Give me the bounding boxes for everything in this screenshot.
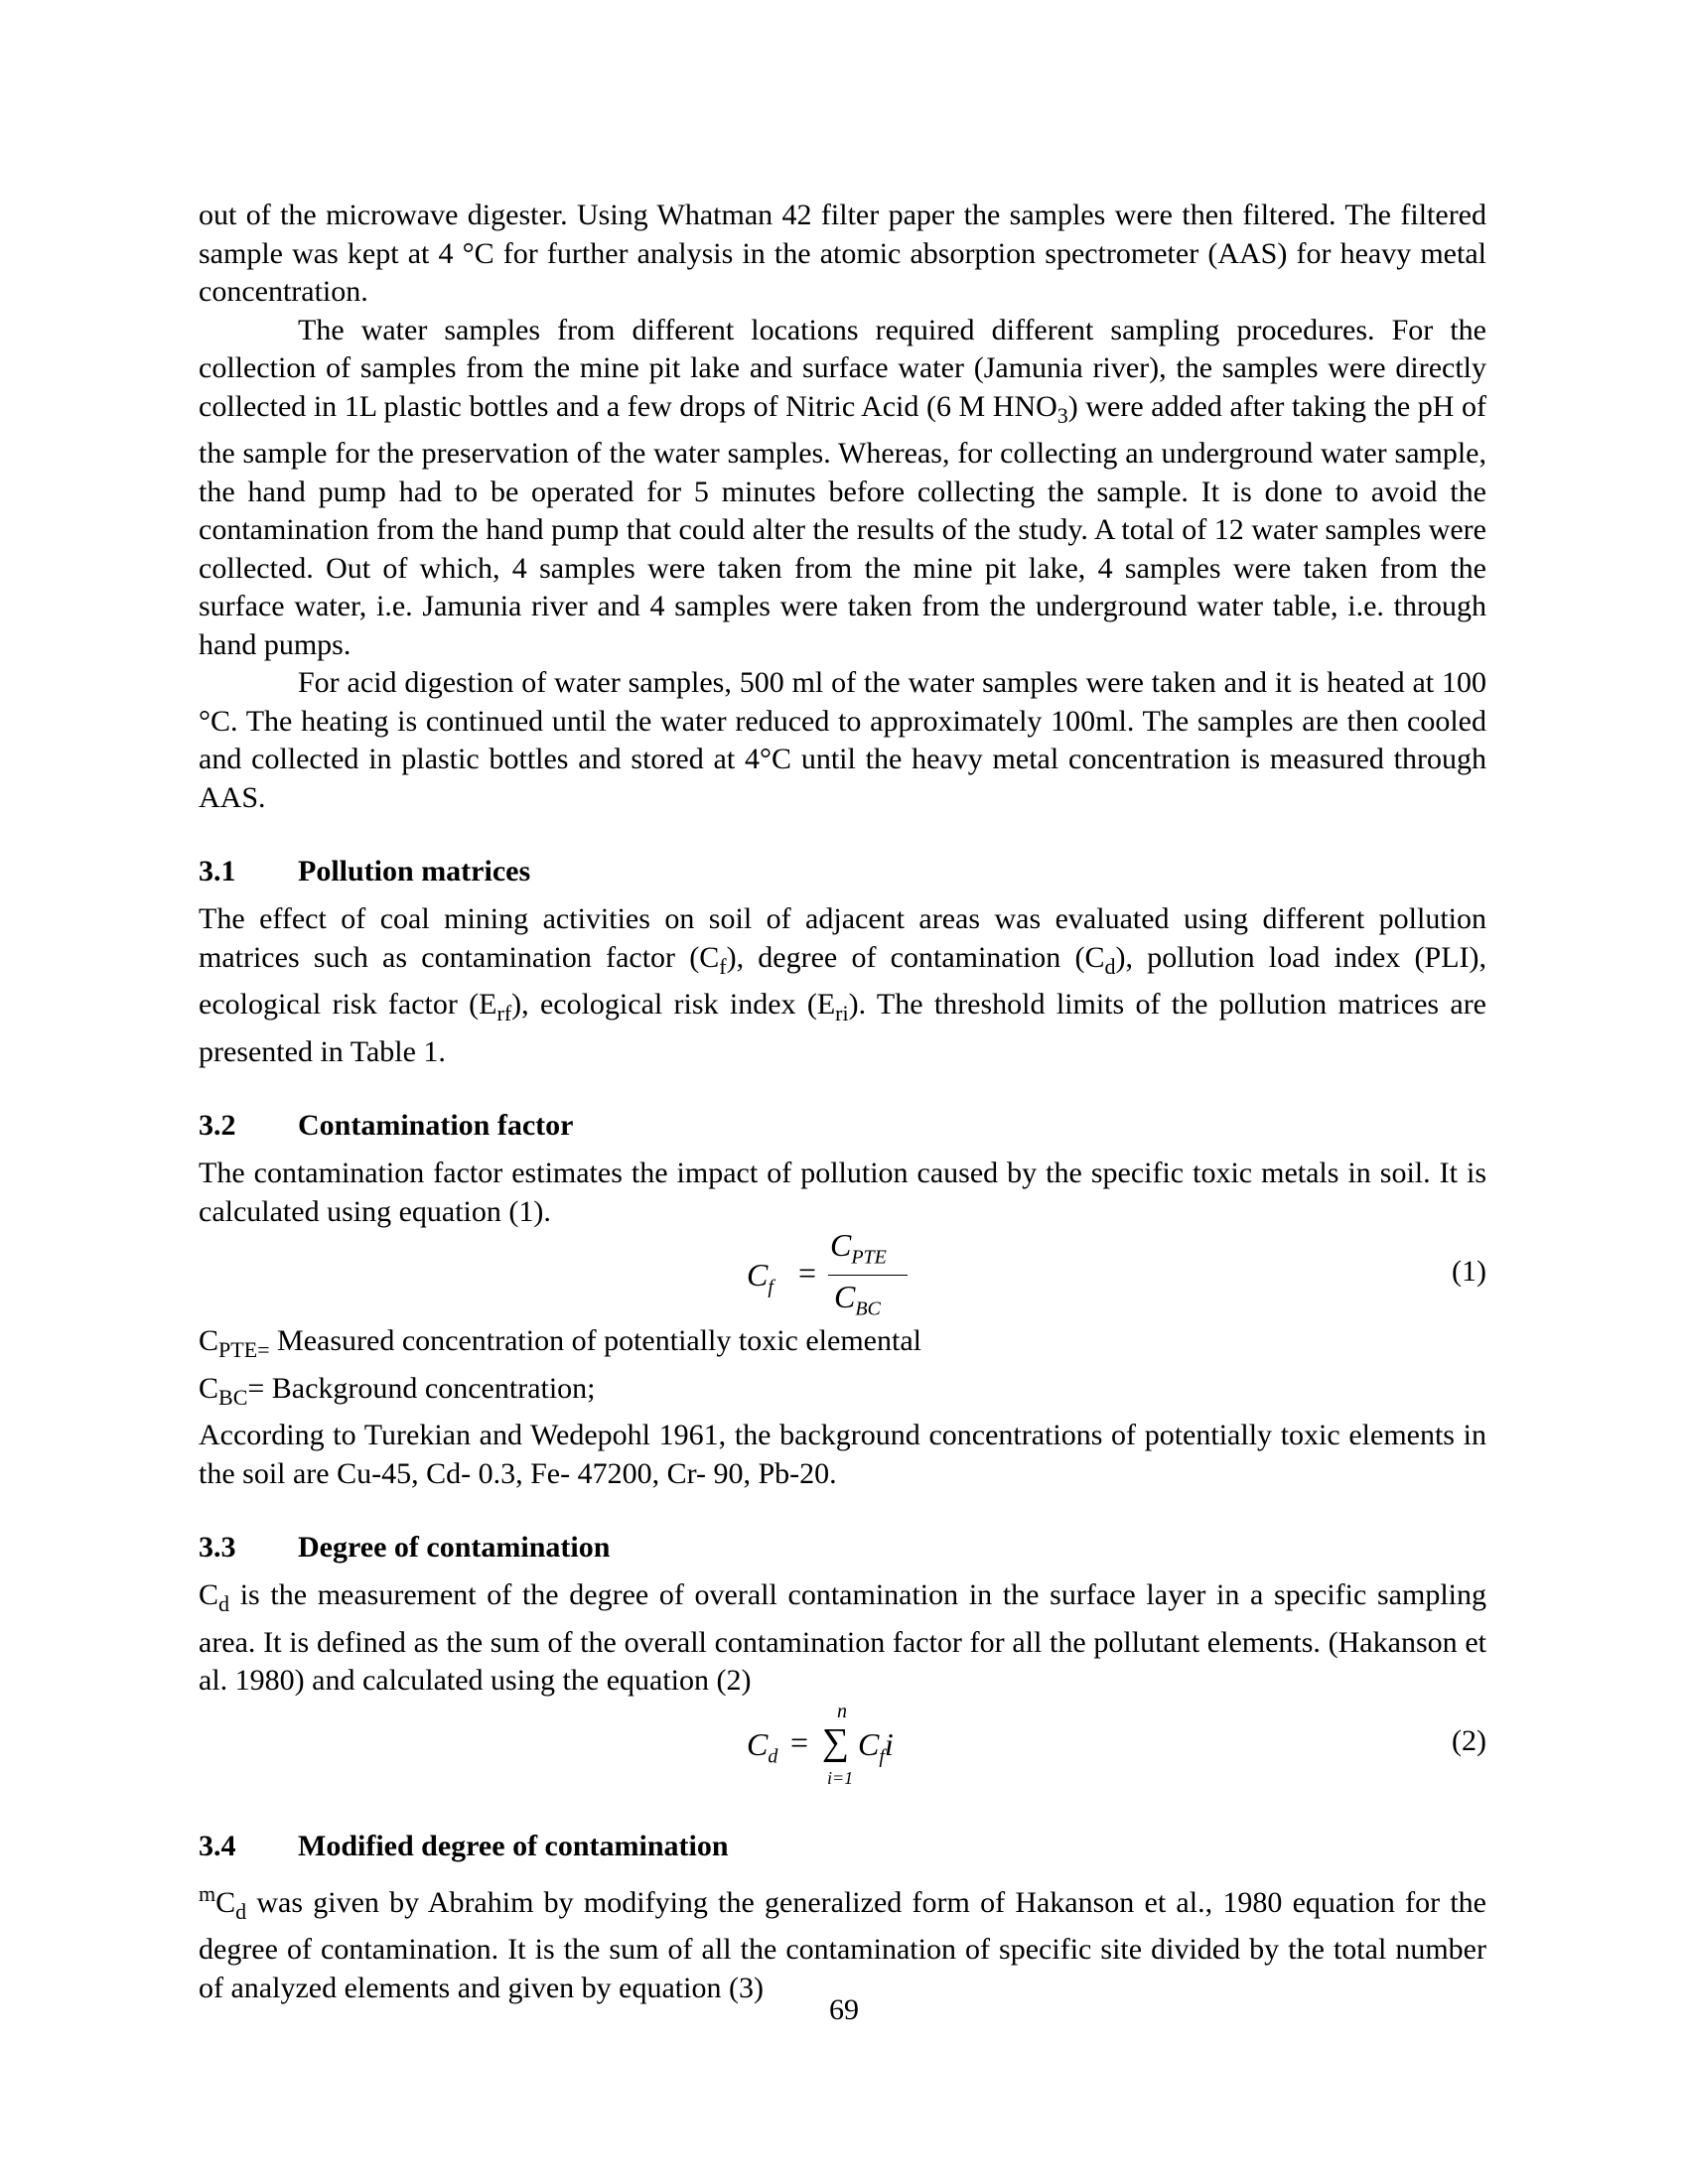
subscript: f xyxy=(719,953,727,979)
paragraph-digestion-end: out of the microwave digester. Using Whatman 42 filter paper the samples were then filtered. The filtered sample was kept at 4 °C for further analysis in the atomic absorption spectrometer (AAS) for heavy metal concentration. xyxy=(199,199,1486,308)
text-fragment: ) were added after taking the pH of the sample for the preservation of the water samples. Whereas, for collecting an underground water sample, the hand pump had to be operated for 5 minutes before collecting the sample. It is done to avoid the contamination from the hand pump that could alter the results of the study. A total of 12 water samples were collected. Out of which, 4 samples were taken from the mine pit lake, 4 samples were taken from the surface water, i.e. Jamunia river and 4 samples were taken from the underground water table, i.e. through hand pumps. xyxy=(199,389,1486,661)
paragraph-modified-degree: $^mC_d$ was given by Abrahim by modifying the generalized form of Hakanson et al., 1980 equation for the degree of contamination. It is the sum of all the contamination of specific site divided by the total number of analyzed elements and given by equation (3) xyxy=(199,1880,1486,2004)
section-heading-3-4 xyxy=(199,1828,1486,1865)
definitions xyxy=(199,1322,1486,1417)
text-fragment: ), degree of contamination (C xyxy=(726,940,1105,974)
section-number: 3.1 xyxy=(199,855,236,887)
text-fragment: The effect of coal mining activities on soil of adjacent areas was evaluated using different pollution matrices such as contamination factor (C xyxy=(199,902,1486,974)
equation-term: $C_fi$ xyxy=(858,1725,894,1767)
section-title: Pollution matrices xyxy=(298,855,531,887)
equation-denominator: $C_{BC}$ xyxy=(834,1279,881,1320)
equation-number: (2) xyxy=(1452,1723,1486,1757)
equation-number: (1) xyxy=(1452,1255,1486,1288)
paragraph-contamination-factor: The contamination factor estimates the impact of pollution caused by the specific toxic metals in soil. It is calculated using equation (1). xyxy=(199,1157,1486,1228)
definition-cbc: $C_{BC}=$ Background concentration; xyxy=(199,1371,596,1410)
equation-1 xyxy=(199,1227,1486,1322)
equals-sign: = xyxy=(798,1255,817,1291)
paragraph-water-sampling xyxy=(199,312,1486,665)
section-title: Contamination factor xyxy=(298,1109,574,1142)
section-title: Degree of contamination xyxy=(298,1531,611,1564)
subscript: d xyxy=(1104,953,1116,979)
paragraph-acid-digestion: For acid digestion of water samples, 500 ml of the water samples were taken and it is heated at 100 °C. The heating is continued until the water reduced to approximately 100ml. The samples are then cooled and collected in plastic bottles and stored at 4°C until the heavy metal concentration is measured through AAS. xyxy=(199,666,1486,814)
equation-lhs: $C_f$ xyxy=(747,1257,774,1298)
equals-sign: = xyxy=(790,1723,809,1760)
page-body xyxy=(199,197,1486,2007)
subscript: ri xyxy=(835,1001,849,1025)
equation-numerator: $C_{PTE}$ xyxy=(830,1227,887,1269)
paragraph-degree-of-contamination: $C_d$ is the measurement of the degree of overall contamination in the surface layer in a specific sampling area. It is defined as the sum of the overall contamination factor for all the pollutant elements. (Hakanson et al. 1980) and calculated using the equation (2) xyxy=(199,1578,1486,1697)
section-number: 3.4 xyxy=(199,1829,236,1862)
sum-lower-limit: i=1 xyxy=(827,1767,854,1788)
subscript: rf xyxy=(496,1001,512,1025)
text-fragment: ), ecological risk index (E xyxy=(511,988,836,1021)
text-fragment: ), pollution load index (PLI), ecological risk factor (E xyxy=(199,940,1486,1021)
section-heading-3-2 xyxy=(199,1107,1486,1145)
section-number: 3.3 xyxy=(199,1531,236,1564)
section-heading-3-1 xyxy=(199,853,1486,890)
section-heading-3-3 xyxy=(199,1529,1486,1567)
page-number: 69 xyxy=(829,1993,859,2026)
summation-sign: ∑ xyxy=(822,1720,850,1763)
text-fragment: The water samples from different locations required different sampling procedures. For the collection of samples from the mine pit lake and surface water (Jamunia river), the samples were directly collected in 1L plastic bottles and a few drops of Nitric Acid (6 M HNO xyxy=(199,313,1486,423)
paragraph-background-concentrations: According to Turekian and Wedepohl 1961, the background concentrations of potentially toxic elements in the soil are Cu-45, Cd- 0.3, Fe- 47200, Cr- 90, Pb-20. xyxy=(199,1419,1486,1490)
section-number: 3.2 xyxy=(199,1109,236,1142)
section-title: Modified degree of contamination xyxy=(298,1829,729,1862)
paragraph-pollution-matrices xyxy=(199,900,1486,1071)
fraction-bar xyxy=(828,1275,908,1276)
text-fragment: ). The threshold limits of the pollution matrices are presented in Table 1. xyxy=(199,988,1486,1068)
subscript: 3 xyxy=(1056,402,1068,428)
equation-lhs: $C_d$ xyxy=(747,1725,778,1767)
equation-2 xyxy=(199,1701,1486,1792)
definition-cpte: $C_{PTE=}$ Measured concentration of potentially toxic elemental xyxy=(199,1324,921,1362)
sum-upper-limit: n xyxy=(837,1700,847,1722)
